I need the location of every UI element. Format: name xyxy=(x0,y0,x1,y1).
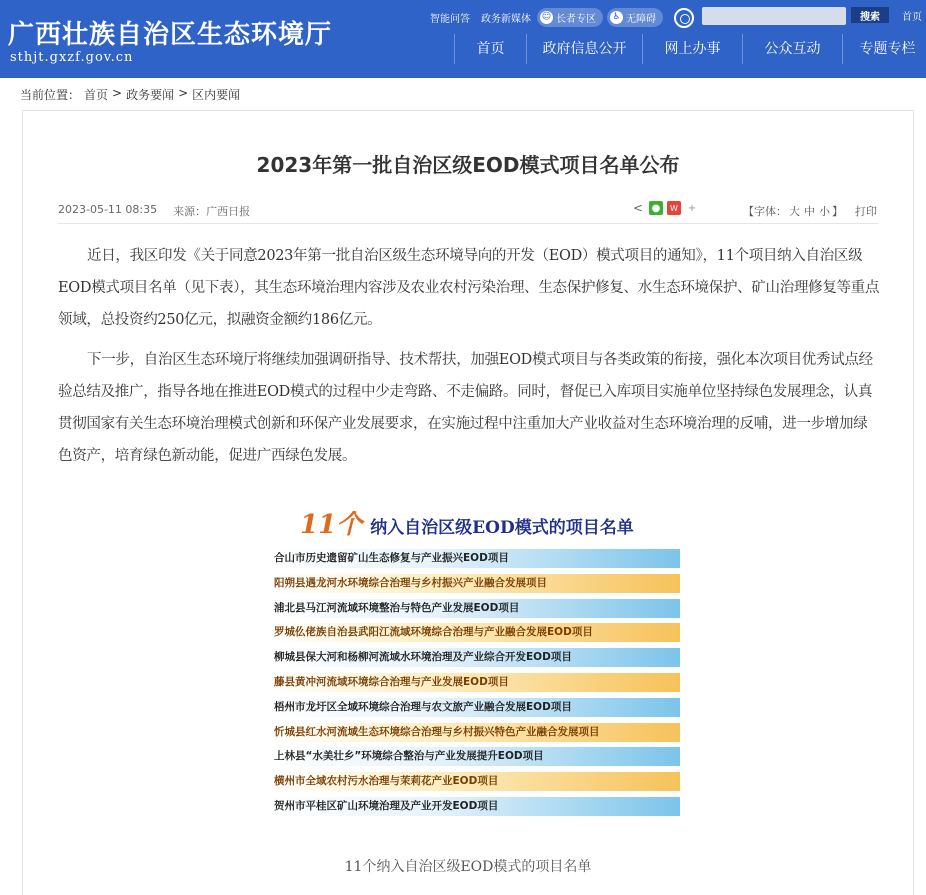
elder-zone-label: 长者专区 xyxy=(556,13,596,25)
figure-project-row: 贺州市平桂区矿山环境治理及产业开发EOD项目 xyxy=(270,797,680,816)
breadcrumb-regional-news[interactable]: 区内要闻 xyxy=(192,88,241,102)
figure-project-row: 梧州市龙圩区全域环境综合治理与农文旅产业融合发展EOD项目 xyxy=(270,698,680,717)
article-date: 2023-05-11 08:35 xyxy=(58,203,158,216)
accessibility-button[interactable] xyxy=(607,8,663,27)
figure-project-rows xyxy=(270,549,680,822)
figure-project-row: 忻城县红水河流域生态环境综合治理与乡村振兴特色产业融合发展项目 xyxy=(270,723,680,742)
search-button[interactable]: 搜索 xyxy=(851,7,889,23)
breadcrumb-separator: > xyxy=(178,86,189,100)
figure-project-row: 藤县黄冲河流域环境综合治理与产业发展EOD项目 xyxy=(270,673,680,692)
site-domain: sthjt.gxzf.gov.cn xyxy=(10,50,134,65)
weibo-icon[interactable]: W xyxy=(667,201,681,215)
top-link-qa-wrap xyxy=(430,8,470,26)
breadcrumb xyxy=(20,86,244,103)
share-icon[interactable]: < xyxy=(632,201,644,215)
main-nav xyxy=(454,34,926,64)
figure-title xyxy=(300,504,680,541)
article-title: 2023年第一批自治区级EOD模式项目名单公布 xyxy=(256,153,680,177)
font-size-large[interactable]: 大 xyxy=(789,205,800,218)
figure-title-text: 纳入自治区级EOD模式的项目名单 xyxy=(370,518,634,538)
more-share-icon[interactable]: + xyxy=(687,202,697,214)
share-bar xyxy=(631,201,703,215)
site-title[interactable]: 广西壮族自治区生态环境厅 xyxy=(8,20,333,50)
meta-divider xyxy=(58,223,878,224)
figure-project-row: 合山市历史遗留矿山生态修复与产业振兴EOD项目 xyxy=(270,549,680,568)
figure-project-row: 上林县“水美壮乡”环境综合整治与产业发展提升EOD项目 xyxy=(270,747,680,766)
article-meta xyxy=(58,203,266,219)
figure-project-row: 阳朔县遇龙河水环境综合治理与乡村振兴产业融合发展项目 xyxy=(270,574,680,593)
figure-project-row: 罗城仫佬族自治县武阳江流域环境综合治理与产业融合发展EOD项目 xyxy=(270,623,680,642)
top-link-media-wrap xyxy=(481,8,531,26)
nav-home[interactable]: 首页 xyxy=(454,34,526,64)
font-size-switcher xyxy=(743,203,843,219)
figure-caption: 11个纳入自治区级EOD模式的项目名单 xyxy=(344,859,592,875)
elder-icon: ☺ xyxy=(541,12,552,22)
top-link-new-media[interactable]: 政务新媒体 xyxy=(481,13,531,25)
font-size-small[interactable]: 小 xyxy=(819,205,830,218)
elder-zone-button[interactable] xyxy=(537,8,603,27)
top-link-smart-qa[interactable]: 智能问答 xyxy=(430,13,470,25)
breadcrumb-home[interactable]: 首页 xyxy=(84,88,109,102)
wheelchair-icon: ♿ xyxy=(610,11,623,24)
article-paragraph-2: 下一步，自治区生态环境厅将继续加强调研指导、技术帮扶，加强EOD模式项目与各类政策的衔接，强化本次项目优秀试点经验总结及推广，指导各地在推进EOD模式的过程中少走弯路、不走偏路。同时，督促已入库项目实施单位坚持绿色发展理念，认真贯彻国家有关生态环境治理模式创新和环保产业发展要求，在实施过程中注重加大产业收益对生态环境治理的反哺，进一步增加绿色资产，培育绿色新动能，促进广西绿色发展。 xyxy=(58,352,873,464)
site-header xyxy=(0,0,926,78)
breadcrumb-gov-news[interactable]: 政务要闻 xyxy=(126,88,175,102)
figure-title-number: 11个 xyxy=(300,510,363,540)
breadcrumb-label: 当前位置： xyxy=(20,88,81,102)
elder-zone-wrap xyxy=(537,8,603,26)
figure-project-row: 浦北县马江河流域环境整治与特色产业发展EOD项目 xyxy=(270,599,680,618)
article-paragraph-1: 近日，我区印发《关于同意2023年第一批自治区级生态环境导向的开发（EOD）模式项目的通知》，11个项目纳入自治区级EOD模式项目名单（见下表），其生态环境治理内容涉及农业农村污染治理、生态保护修复、水生态环境保护、矿山治理修复等重点领域，总投资约250亿元，拟融资金额约186亿元。 xyxy=(58,248,880,328)
wechat-icon[interactable]: ● xyxy=(649,201,663,215)
nav-special-topics[interactable]: 专题专栏 xyxy=(842,34,926,64)
nav-gov-info[interactable]: 政府信息公开 xyxy=(526,34,642,64)
font-size-label-open: 【字体： xyxy=(743,205,787,218)
article-source: 来源：广西日报 xyxy=(173,205,251,218)
nav-online-service[interactable]: 网上办事 xyxy=(642,34,742,64)
figure-project-row: 横州市全域农村污水治理与茉莉花产业EOD项目 xyxy=(270,772,680,791)
font-size-label-close: 】 xyxy=(832,205,843,218)
top-home-link[interactable]: 首页 xyxy=(902,12,922,23)
font-size-medium[interactable]: 中 xyxy=(804,205,815,218)
accessibility-label: 无障碍 xyxy=(626,13,656,25)
search-input[interactable] xyxy=(702,7,846,25)
figure-project-row: 柳城县保大河和杨柳河流域水环境治理及产业综合开发EOD项目 xyxy=(270,648,680,667)
project-list-image xyxy=(270,504,684,824)
article-container xyxy=(22,110,914,895)
nav-public-interaction[interactable]: 公众互动 xyxy=(742,34,842,64)
print-link[interactable]: 打印 xyxy=(855,205,877,218)
globe-icon[interactable] xyxy=(674,8,694,28)
breadcrumb-separator: > xyxy=(112,86,123,100)
accessible-wrap xyxy=(607,8,663,26)
